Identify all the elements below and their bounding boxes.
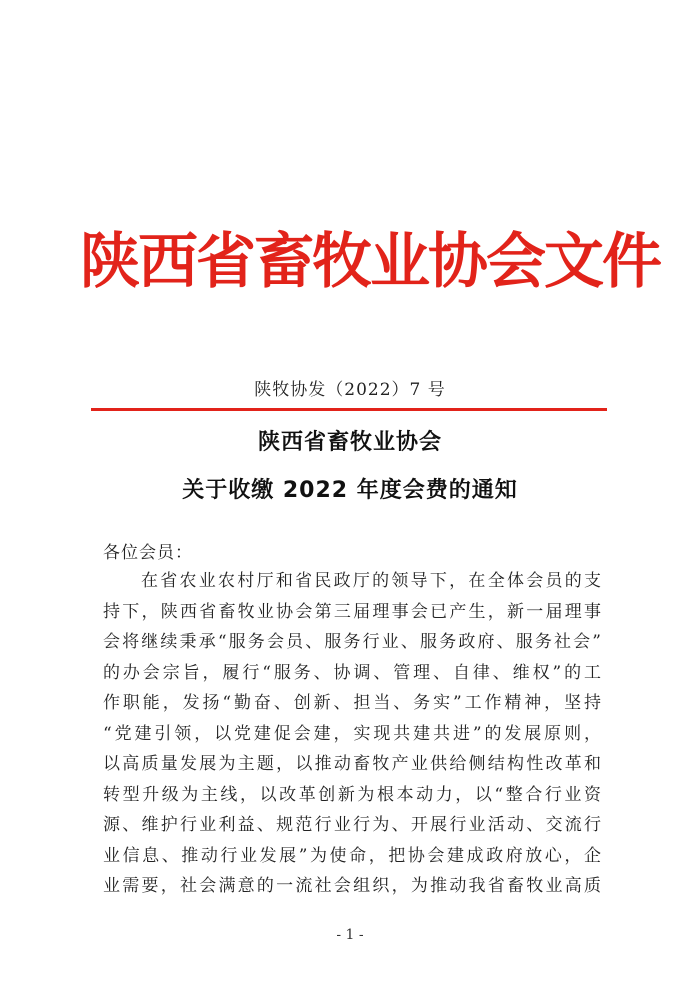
body-line: “党建引领，以党建促会建，实现共建共进”的发展原则， xyxy=(103,723,601,744)
body-line: 在省农业农村厅和省民政厅的领导下，在全体会员的支 xyxy=(141,571,601,591)
page-number: - 1 - xyxy=(336,927,364,943)
notice-title-line-1: 陕西省畜牧业协会 xyxy=(257,430,442,455)
body-line: 源、维护行业利益、规范行业行为、开展行业活动、交流行 xyxy=(103,815,601,835)
masthead-title: 陕西省畜牧业协会文件 xyxy=(80,227,660,297)
body-line: 持下，陕西省畜牧业协会第三届理事会已产生，新一届理事 xyxy=(103,601,601,622)
body-line: 业信息、推动行业发展”为使命，把协会建成政府放心，企 xyxy=(103,845,601,866)
body-line: 会将继续秉承“服务会员、服务行业、服务政府、服务社会” xyxy=(103,632,601,652)
body-line: 的办会宗旨，履行“服务、协调、管理、自律、维权”的工 xyxy=(103,662,601,683)
document-number: 陕牧协发（2022）7 号 xyxy=(254,380,446,400)
red-divider-line xyxy=(91,408,607,411)
notice-title-line-2: 关于收缴 2022 年度会费的通知 xyxy=(182,478,518,503)
body-line: 作职能，发扬“勤奋、创新、担当、务实”工作精神，坚持 xyxy=(103,693,601,713)
body-paragraph xyxy=(103,566,601,902)
body-line: 以高质量发展为主题，以推动畜牧产业供给侧结构性改革和 xyxy=(103,754,601,774)
body-line: 转型升级为主线，以改革创新为根本动力，以“整合行业资 xyxy=(103,784,601,805)
body-line: 业需要，社会满意的一流社会组织，为推动我省畜牧业高质 xyxy=(103,876,601,896)
salutation: 各位会员： xyxy=(103,543,193,563)
